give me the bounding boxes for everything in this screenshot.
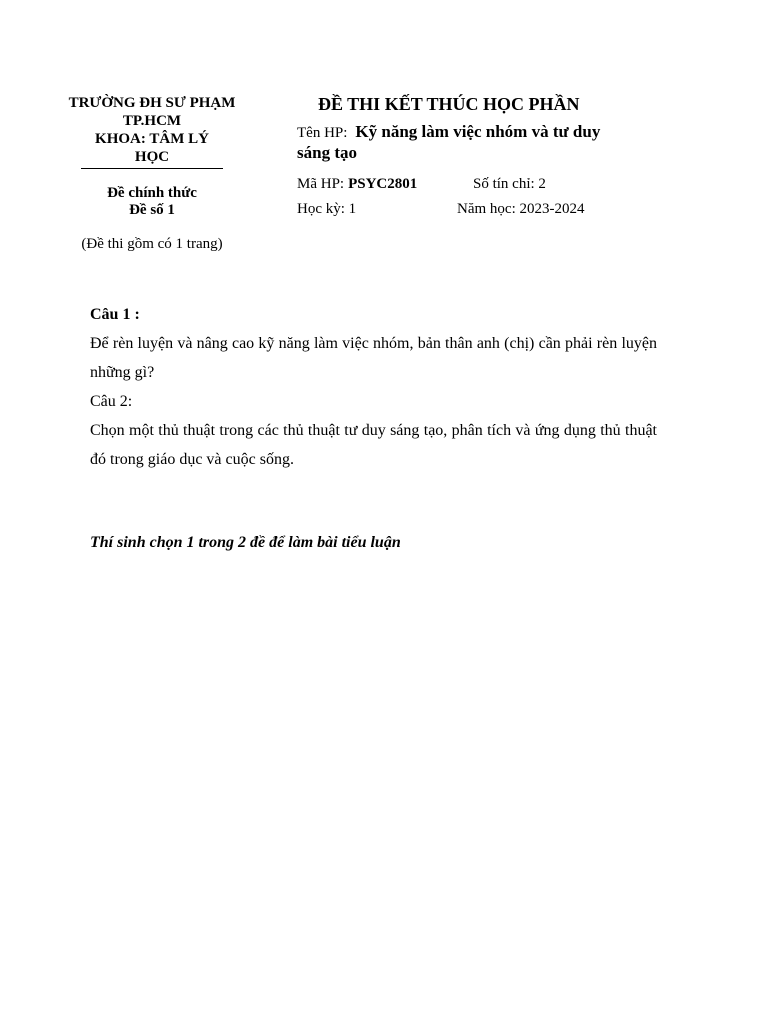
candidate-instruction: Thí sinh chọn 1 trong 2 đề để làm bài tiểu luận xyxy=(90,534,401,551)
course-code-label: Mã HP: xyxy=(297,176,345,192)
code-credits-row xyxy=(297,173,657,195)
school-name-line2: TP.HCM xyxy=(122,113,182,129)
exam-info-header xyxy=(297,92,657,220)
question-2-text: Chọn một thủ thuật trong các thủ thuật tư duy sáng tạo, phân tích và ứng dụng thủ thuật đó trong giáo dục và cuộc sống. xyxy=(90,422,657,468)
course-name-line2: sáng tạo xyxy=(297,143,357,162)
course-name-line1: Kỹ năng làm việc nhóm và tư duy xyxy=(355,122,601,141)
course-code xyxy=(297,173,417,195)
semester-year-row xyxy=(297,198,657,220)
semester: Học kỳ: 1 xyxy=(297,201,357,217)
faculty-name: KHOA: TÂM LÝ HỌC xyxy=(81,130,223,169)
official-block xyxy=(62,185,242,219)
credits: Số tín chỉ: 2 xyxy=(473,176,546,192)
question-2-label: Câu 2: xyxy=(90,393,133,410)
academic-year: Năm học: 2023-2024 xyxy=(457,201,585,217)
school-name-line1: TRƯỜNG ĐH SƯ PHẠM xyxy=(68,95,236,111)
course-code-value: PSYC2801 xyxy=(348,176,418,192)
exam-title: ĐỀ THI KẾT THÚC HỌC PHẦN xyxy=(318,94,580,114)
questions-section xyxy=(90,300,657,474)
course-label: Tên HP: xyxy=(297,125,348,141)
exam-number: Đề số 1 xyxy=(129,202,175,218)
question-1-label: Câu 1 : xyxy=(90,306,140,323)
school-header xyxy=(62,94,242,253)
question-1-text: Để rèn luyện và nâng cao kỹ năng làm việc nhóm, bản thân anh (chị) cần phải rèn luyện những gì? xyxy=(90,335,657,381)
official-label: Đề chính thức xyxy=(107,185,197,201)
course-row xyxy=(297,122,657,164)
page-count-note: (Đề thi gồm có 1 trang) xyxy=(81,236,223,252)
